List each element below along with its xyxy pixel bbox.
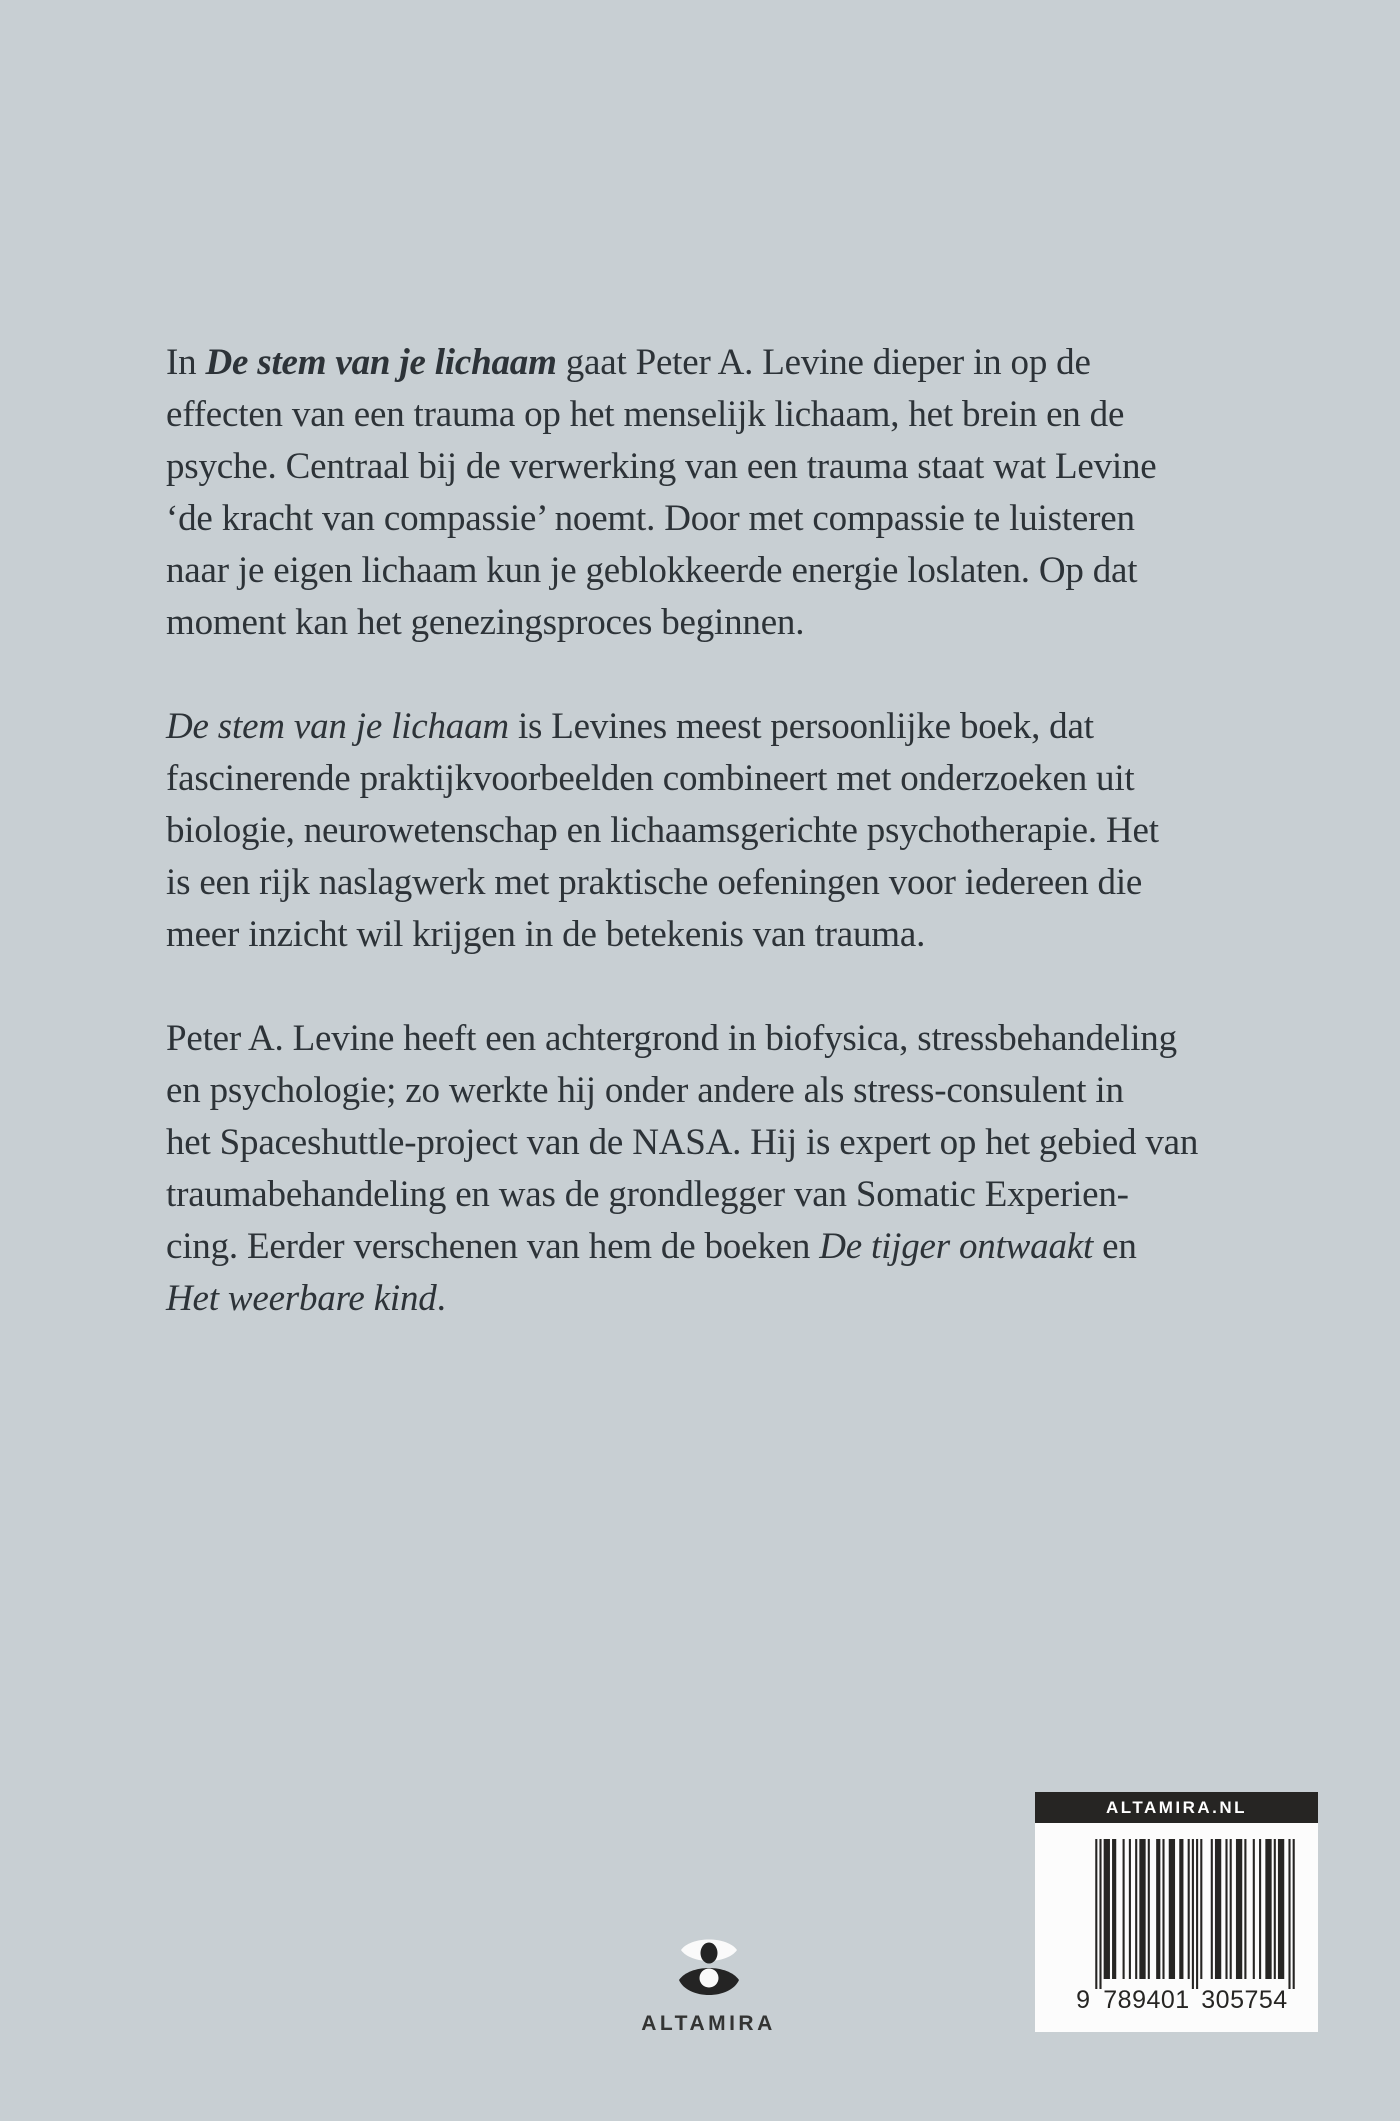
- blurb-paragraph: [166, 337, 1296, 649]
- text-line: het Spaceshuttle-project van de NASA. Hij is expert op het gebied van: [166, 1122, 1199, 1163]
- text-line: meer inzicht wil krijgen in de betekenis van trauma.: [166, 914, 926, 955]
- isbn-digit-group: 789401: [1103, 1986, 1190, 2014]
- text-line: cing. Eerder verschenen van hem de boeken De tijger ontwaakt en: [166, 1226, 1137, 1267]
- text-line: ‘de kracht van compassie’ noemt. Door met compassie te luisteren: [166, 498, 1135, 539]
- text-line: psyche. Centraal bij de verwerking van een trauma staat wat Levine: [166, 446, 1157, 487]
- text-line: Het weerbare kind.: [166, 1278, 446, 1319]
- text-line: fascinerende praktijkvoorbeelden combineert met onderzoeken uit: [166, 758, 1135, 799]
- blurb-paragraph: [166, 1013, 1296, 1325]
- isbn-digit-group: 305754: [1201, 1986, 1288, 2014]
- publisher-wordmark: ALTAMIRA: [641, 2012, 776, 2035]
- text-line: moment kan het genezingsproces beginnen.: [166, 602, 805, 643]
- blurb-text-block: [166, 337, 1296, 1325]
- text-line: In De stem van je lichaam gaat Peter A. Levine dieper in op de: [166, 342, 1091, 383]
- barcode-header-text: ALTAMIRA.NL: [1035, 1792, 1318, 1823]
- text-line: biologie, neurowetenschap en lichaamsgerichte psychotherapie. Het: [166, 810, 1159, 851]
- text-line: en psychologie; zo werkte hij onder andere als stress-consulent in: [166, 1070, 1124, 1111]
- text-line: effecten van een trauma op het menselijk lichaam, het brein en de: [166, 394, 1125, 435]
- text-line: traumabehandeling en was de grondlegger van Somatic Experien-: [166, 1174, 1129, 1215]
- altamira-eyes-icon: [678, 1934, 740, 2002]
- ean13-barcode: [1059, 1839, 1295, 2013]
- text-line: is een rijk naslagwerk met praktische oefeningen voor iedereen die: [166, 862, 1143, 903]
- isbn-digit-group: 9: [1076, 1986, 1091, 2014]
- text-line: De stem van je lichaam is Levines meest persoonlijke boek, dat: [166, 706, 1094, 747]
- text-line: Peter A. Levine heeft een achtergrond in biofysica, stressbehandeling: [166, 1018, 1177, 1059]
- text-line: naar je eigen lichaam kun je geblokkeerde energie loslaten. Op dat: [166, 550, 1138, 591]
- barcode-label: [1035, 1792, 1318, 2032]
- ean13-bars-icon: [1095, 1839, 1295, 1989]
- altamira-logo: [636, 1934, 781, 2036]
- blurb-paragraph: [166, 701, 1296, 961]
